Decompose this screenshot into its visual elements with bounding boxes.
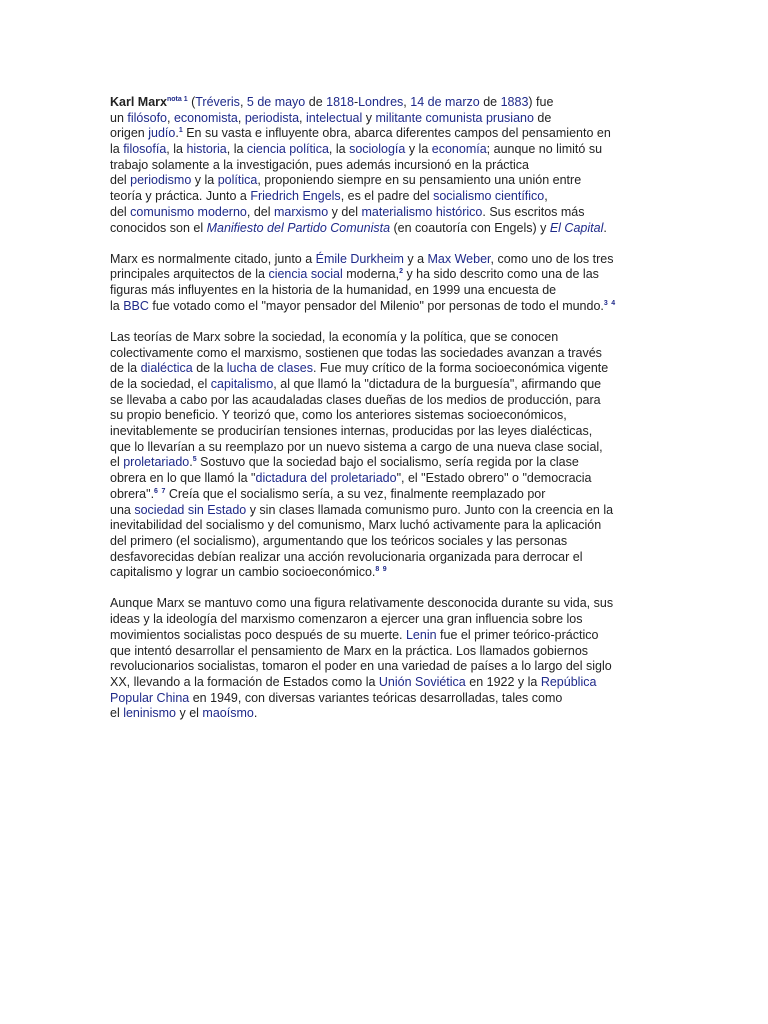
reference-marker[interactable]: 1	[178, 127, 183, 135]
text-line	[110, 550, 658, 566]
article-link[interactable]: militante comunista	[375, 110, 483, 125]
body-text: ,	[239, 95, 247, 109]
article-link[interactable]: 5 de mayo	[246, 95, 306, 109]
body-text: ", el "Estado obrero" o "democracia	[396, 471, 592, 486]
reference-marker[interactable]: 9	[382, 566, 387, 574]
body-text: , la	[328, 142, 350, 157]
body-text: ideas y la ideología del marxismo comenzaron a ejercer una gran influencia sobre los	[110, 612, 583, 627]
body-text: y ha sido descrito como una de las	[402, 267, 599, 282]
article-link[interactable]: periodismo	[130, 173, 192, 188]
article-link[interactable]: filósofo	[127, 110, 167, 125]
article-link[interactable]: 1818	[326, 95, 354, 109]
body-text: En su vasta e influyente obra, abarca diferentes campos del pensamiento en	[182, 126, 611, 141]
article-link[interactable]: historia	[186, 142, 227, 157]
body-text: . Fue muy crítico de la forma socioeconómica vigente	[312, 361, 609, 376]
article-link[interactable]: ciencia política	[246, 142, 329, 157]
article-link[interactable]: prusiano	[485, 110, 534, 125]
body-text: de	[533, 110, 552, 125]
article-link[interactable]: maoísmo	[202, 706, 254, 721]
reference-marker[interactable]: 2	[399, 268, 403, 276]
article-link[interactable]: proletariado	[123, 455, 190, 470]
article-link[interactable]: Popular China	[110, 690, 190, 705]
body-text: y la	[191, 173, 218, 188]
body-text: Las teorías de Marx sobre la sociedad, la economía y la política, que se conocen	[110, 329, 559, 344]
work-title-link[interactable]: El Capital	[549, 220, 604, 235]
article-link[interactable]: República	[540, 674, 597, 689]
body-text: conocidos son el	[110, 220, 207, 235]
body-text: ,	[237, 110, 245, 125]
text-line	[110, 346, 658, 362]
text-line	[110, 361, 658, 377]
body-text: la	[110, 142, 124, 157]
text-line	[110, 487, 658, 503]
body-text: fue el primer teórico-práctico	[436, 627, 599, 642]
paragraph-influence	[110, 252, 658, 315]
article-link[interactable]: Max Weber	[427, 251, 491, 266]
body-text: del primero (el socialismo), argumentando que los teóricos sociales y las personas	[110, 533, 568, 548]
body-text: ,	[299, 110, 306, 125]
body-text: el	[110, 706, 124, 721]
text-line	[110, 299, 658, 315]
body-text: del	[110, 204, 131, 219]
text-line	[110, 408, 658, 424]
text-line	[110, 189, 658, 205]
text-line	[110, 659, 658, 675]
body-text: colectivamente como el marxismo, sostienen que todas las sociedades avanzan a través	[110, 345, 602, 360]
body-text: y	[362, 110, 376, 125]
body-text: obrera".	[110, 486, 155, 501]
article-link[interactable]: Londres	[358, 95, 404, 109]
text-line	[110, 221, 658, 237]
article-link[interactable]: socialismo científico	[433, 189, 545, 204]
article-link[interactable]: lucha de clases	[226, 361, 313, 376]
body-text: y la	[405, 142, 432, 157]
body-text: inevitablemente se producirían tensiones internas, producidas por las leyes dialécticas,	[110, 424, 593, 439]
text-line	[110, 158, 658, 174]
text-line	[110, 612, 658, 628]
article-link[interactable]: dialéctica	[140, 361, 193, 376]
body-text: , proponiendo siempre en su pensamiento una unión entre	[257, 173, 582, 188]
article-link[interactable]: política	[217, 173, 258, 188]
body-text: , como uno de los tres	[490, 251, 614, 266]
body-text: ) fue	[528, 95, 554, 109]
body-text: y sin clases llamada comunismo puro. Junto con la creencia en la	[246, 502, 614, 517]
body-text: se llevaba a cabo por las acaudaladas clases dueñas de los medios de producción, para	[110, 392, 601, 407]
body-text: teoría y práctica. Junto a	[110, 189, 251, 204]
body-text: en 1922 y la	[465, 674, 541, 689]
body-text: la	[110, 298, 124, 313]
text-line	[110, 596, 658, 612]
body-text: de	[479, 95, 501, 109]
body-text: del	[110, 173, 131, 188]
article-link[interactable]: dictadura del proletariado	[255, 471, 397, 486]
body-text: inevitabilidad del socialismo y del comunismo, Marx luchó activamente para la aplicación	[110, 518, 602, 533]
reference-marker[interactable]: 3	[603, 299, 608, 307]
body-text: -	[353, 95, 359, 109]
body-text: ,	[544, 189, 548, 204]
body-text: (	[187, 95, 196, 109]
text-line	[110, 126, 658, 142]
body-text: Creía que el socialismo sería, a su vez, finalmente reemplazado por	[165, 486, 546, 501]
text-line	[110, 565, 658, 581]
text-line	[110, 424, 658, 440]
article-link[interactable]: sociedad sin Estado	[134, 502, 247, 517]
body-text: .	[175, 126, 179, 141]
article-link[interactable]: economía	[431, 142, 487, 157]
article-link[interactable]: sociología	[349, 142, 406, 157]
reference-marker[interactable]: 8	[375, 566, 380, 574]
text-line	[110, 330, 658, 346]
body-text: su propio beneficio. Y teorizó que, como los anteriores sistemas socioeconómicos,	[110, 408, 567, 423]
body-text: Marx es normalmente citado, junto a	[110, 251, 316, 266]
reference-marker[interactable]: 5	[192, 456, 197, 464]
body-text: el	[110, 455, 124, 470]
body-text: principales arquitectos de la	[110, 267, 269, 282]
body-text: y el	[176, 706, 203, 721]
body-text: y a	[403, 251, 428, 266]
reference-marker[interactable]: 6	[154, 487, 158, 495]
body-text: de la sociedad, el	[110, 377, 211, 391]
article-link[interactable]: filosofía	[123, 142, 167, 157]
reference-marker[interactable]: nota 1	[166, 96, 188, 103]
article-link[interactable]: Émile Durkheim	[315, 251, 404, 266]
body-text: .	[253, 706, 258, 721]
text-line	[110, 691, 658, 707]
reference-marker[interactable]: 7	[161, 487, 166, 495]
article-link[interactable]: economista	[173, 110, 238, 125]
article-link[interactable]: Unión Soviética	[378, 674, 466, 689]
paragraph-intro	[110, 95, 658, 236]
body-text: moderna,	[342, 267, 400, 282]
body-text: obrera en lo que llamó la "	[110, 471, 256, 486]
text-line	[110, 706, 658, 722]
article-link[interactable]: comunismo moderno	[130, 204, 247, 219]
body-text: una	[110, 502, 135, 517]
text-line	[110, 518, 658, 534]
text-line	[110, 377, 658, 393]
text-line	[110, 205, 658, 221]
body-text: en 1949, con diversas variantes teóricas desarrolladas, tales como	[189, 690, 563, 705]
text-line	[110, 111, 658, 127]
body-text: revolucionarios socialistas, tomaron el poder en una variedad de países a lo largo del siglo	[110, 659, 612, 674]
body-text: , es el padre del	[340, 189, 434, 204]
text-line	[110, 95, 658, 111]
body-text: y del	[328, 204, 362, 219]
body-text: de la	[192, 361, 227, 376]
article-link[interactable]: 14 de marzo	[410, 95, 480, 109]
body-text: .	[603, 220, 607, 235]
article-link[interactable]: periodista	[244, 110, 300, 125]
body-text: ,	[167, 110, 174, 125]
text-line	[110, 455, 658, 471]
body-text: que lo llevarían a su reemplazo por un nuevo sistema a cargo de una nueva clase social,	[110, 439, 603, 454]
article-link[interactable]: capitalismo	[210, 377, 274, 391]
article-link[interactable]: marxismo	[273, 204, 329, 219]
body-text: desfavorecidas debían realizar una acción revolucionaria organizada para derrocar el	[110, 549, 583, 564]
text-line	[110, 393, 658, 409]
body-text: figuras más influyentes en la historia de la humanidad, en 1999 una encuesta de	[110, 283, 557, 298]
text-line	[110, 440, 658, 456]
article-link[interactable]: ciencia social	[268, 267, 343, 282]
body-text: trabajo solamente a la investigación, pues además incursionó en la práctica	[110, 157, 529, 172]
body-text: de	[305, 95, 327, 109]
body-text: ; aunque no limitó su	[486, 142, 603, 157]
article-link[interactable]: intelectual	[306, 110, 363, 125]
text-line	[110, 675, 658, 691]
article-link[interactable]: BBC	[123, 298, 149, 313]
article-link[interactable]: materialismo histórico	[361, 204, 483, 219]
text-line	[110, 534, 658, 550]
text-line	[110, 628, 658, 644]
body-text: . Sus escritos más	[482, 204, 585, 219]
body-text: Sostuvo que la sociedad bajo el socialismo, sería regida por la clase	[196, 455, 579, 470]
text-line	[110, 252, 658, 268]
work-title-link[interactable]: Manifiesto del Partido Comunista	[206, 220, 391, 235]
body-text: un	[110, 110, 128, 125]
body-text: fue votado como el "mayor pensador del Milenio" por personas de todo el mundo.	[148, 298, 604, 313]
article-link[interactable]: judío	[148, 126, 176, 141]
body-text: , del	[246, 204, 274, 219]
body-text: , al que llamó la "dictadura de la burguesía", afirmando que	[273, 377, 602, 391]
article-link[interactable]: Friedrich Engels	[250, 189, 341, 204]
body-text: Aunque Marx se mantuvo como una figura relativamente desconocida durante su vida, sus	[110, 596, 614, 611]
text-line	[110, 471, 658, 487]
reference-marker[interactable]: 4	[611, 299, 616, 307]
paragraph-theories	[110, 330, 658, 581]
body-text: ,	[403, 95, 411, 109]
text-line	[110, 503, 658, 519]
text-line	[110, 173, 658, 189]
paragraph-legacy	[110, 596, 658, 722]
body-text: origen	[110, 126, 149, 141]
article-link[interactable]: Lenin	[405, 627, 437, 642]
text-line	[110, 267, 658, 283]
article-link[interactable]: leninismo	[123, 706, 177, 721]
article-link[interactable]: Tréveris	[195, 95, 240, 109]
body-text: , la	[226, 142, 247, 157]
body-text: movimientos socialistas poco después de su muerte.	[110, 627, 406, 642]
body-text: , la	[166, 142, 187, 157]
text-line	[110, 644, 658, 660]
body-text: que intentó desarrollar el pensamiento de Marx en la práctica. Los llamados gobiernos	[110, 643, 589, 658]
subject-name: Karl Marx	[110, 95, 167, 109]
body-text: .	[189, 455, 193, 470]
body-text: de la	[110, 361, 141, 376]
text-line	[110, 142, 658, 158]
body-text: capitalismo y lograr un cambio socioeconómico.	[110, 565, 376, 580]
body-text: (en coautoría con Engels) y	[390, 220, 550, 235]
article-link[interactable]: 1883	[500, 95, 529, 109]
body-text: XX, llevando a la formación de Estados como la	[110, 674, 379, 689]
text-line	[110, 283, 658, 299]
article-body	[110, 95, 658, 737]
